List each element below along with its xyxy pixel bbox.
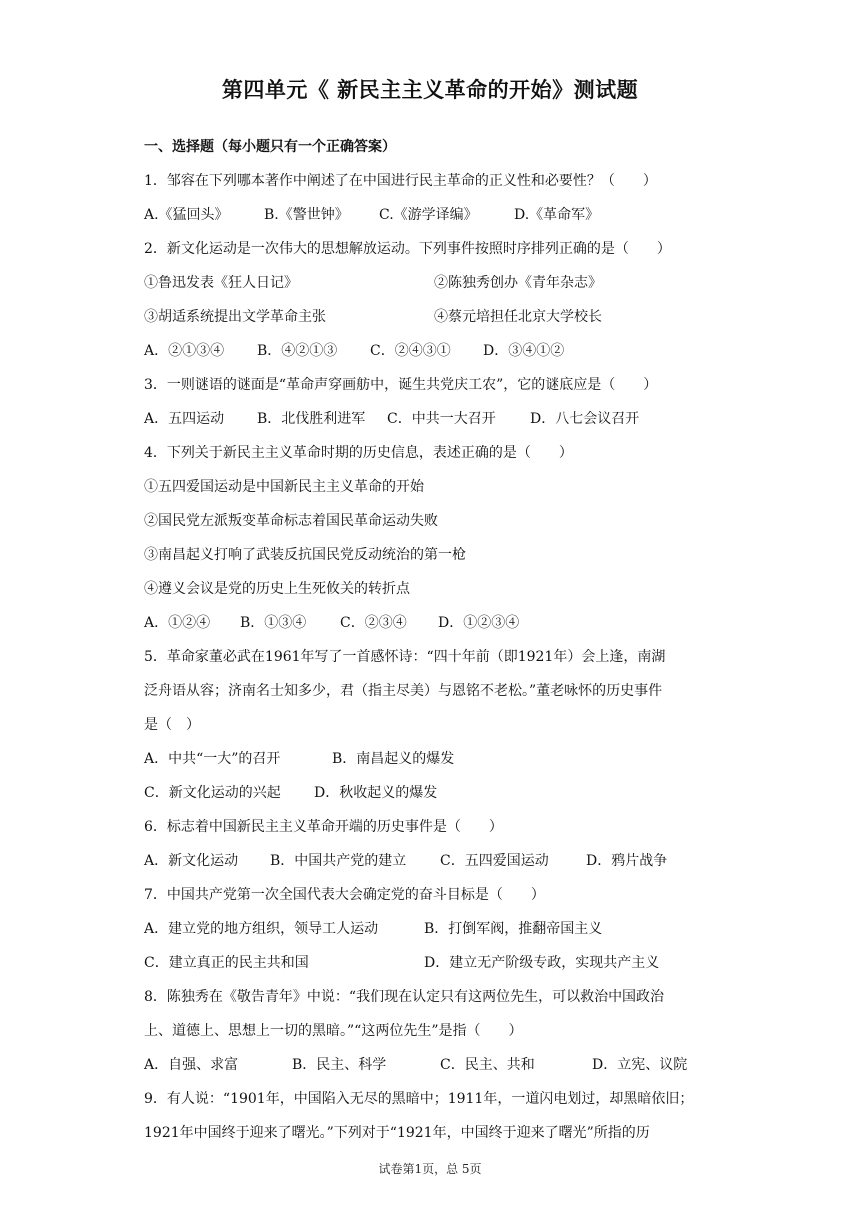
item-1: ①鲁迅发表《狂人日记》 — [144, 275, 298, 291]
option-b: B．民主、科学 — [292, 1057, 387, 1073]
question-7-options-row-2 — [144, 946, 724, 980]
question-1-stem: 1．邹容在下列哪本著作中阐述了在中国进行民主革命的正义性和必要性？（ ） — [144, 173, 657, 189]
question-4-item-4: ④遵义会议是党的历史上生死攸关的转折点 — [144, 581, 410, 597]
question-8-options — [144, 1048, 724, 1082]
question-3-options — [144, 402, 724, 436]
option-d: D．立宪、议院 — [592, 1057, 688, 1073]
question-5-options-row-1 — [144, 742, 724, 776]
question-4-item-2: ②国民党左派叛变革命标志着国民革命运动失败 — [144, 513, 438, 529]
question-8-stem-line-1: 8．陈独秀在《敬告青年》中说：“我们现在认定只有这两位先生，可以救治中国政治 — [144, 989, 665, 1005]
option-a: A.《猛回头》 — [144, 207, 229, 223]
option-a: A．①②④ — [144, 615, 211, 631]
option-a: A．新文化运动 — [144, 853, 239, 869]
question-2-options — [144, 334, 724, 368]
option-d: D．八七会议召开 — [530, 411, 640, 427]
question-9-stem-line-1: 9．有人说：“1901年，中国陷入无尽的黑暗中；1911年，一道闪电划过，却黑暗依旧； — [144, 1091, 694, 1107]
option-b: B．①③④ — [240, 615, 307, 631]
option-d: D．建立无产阶级专政，实现共产主义 — [424, 955, 660, 971]
option-b: B．打倒军阀，推翻帝国主义 — [424, 921, 603, 937]
question-1-options — [144, 198, 724, 232]
question-5-stem-line-3: 是（ ） — [144, 717, 200, 733]
question-4-item-3: ③南昌起义打响了武装反抗国民党反动统治的第一枪 — [144, 547, 466, 563]
exam-title: 第四单元《 新民主主义革命的开始》测试题 — [221, 78, 639, 102]
option-d: D.《革命军》 — [514, 207, 600, 223]
question-7-stem: 7．中国共产党第一次全国代表大会确定党的奋斗目标是（ ） — [144, 887, 545, 903]
question-7-options-row-1 — [144, 912, 724, 946]
option-b: B．南昌起义的爆发 — [332, 751, 455, 767]
option-a: A．建立党的地方组织，领导工人运动 — [144, 921, 379, 937]
option-a: A．②①③④ — [144, 343, 225, 359]
question-5-stem-line-2: 泛舟语从容；济南名士知多少，君（指主尽美）与恩铭不老松。”董老咏怀的历史事件 — [144, 683, 663, 699]
option-b: B．中国共产党的建立 — [270, 853, 407, 869]
option-c: C．②④③① — [370, 343, 451, 359]
question-6-options — [144, 844, 724, 878]
option-c: C．中共一大召开 — [387, 411, 496, 427]
page-footer: 试卷第1页，总 5页 — [378, 1162, 482, 1176]
question-2-stem: 2．新文化运动是一次伟大的思想解放运动。下列事件按照时序排列正确的是（ ） — [144, 241, 671, 257]
option-d: D．③④①② — [483, 343, 565, 359]
question-4-options — [144, 606, 724, 640]
option-d: D．秋收起义的爆发 — [314, 785, 438, 801]
item-3: ③胡适系统提出文学革命主张 — [144, 309, 326, 325]
option-c: C．五四爱国运动 — [440, 853, 549, 869]
question-2-items-row-1 — [144, 266, 724, 300]
question-8-stem-line-2: 上、道德上、思想上一切的黑暗。”“这两位先生”是指（ ） — [144, 1023, 523, 1039]
question-5-options-row-2 — [144, 776, 724, 810]
option-b: B．北伐胜利进军 — [257, 411, 366, 427]
question-list — [144, 130, 724, 1150]
option-b: B.《警世钟》 — [264, 207, 349, 223]
option-d: D．①②③④ — [438, 615, 520, 631]
option-a: A．五四运动 — [144, 411, 225, 427]
item-2: ②陈独秀创办《青年杂志》 — [434, 275, 602, 291]
option-c: C.《游学译编》 — [379, 207, 478, 223]
item-4: ④蔡元培担任北京大学校长 — [434, 309, 602, 325]
question-5-stem-line-1: 5．革命家董必武在1961年写了一首感怀诗：“四十年前（即1921年）会上逢，南湖 — [144, 649, 666, 665]
option-b: B．④②①③ — [257, 343, 338, 359]
option-c: C．建立真正的民主共和国 — [144, 955, 309, 971]
section-heading: 一、选择题（每小题只有一个正确答案） — [144, 139, 396, 155]
option-d: D．鸦片战争 — [586, 853, 668, 869]
option-c: C．新文化运动的兴起 — [144, 785, 281, 801]
question-6-stem: 6．标志着中国新民主主义革命开端的历史事件是（ ） — [144, 819, 503, 835]
option-a: A．自强、求富 — [144, 1057, 239, 1073]
question-3-stem: 3．一则谜语的谜面是“革命声穿画舫中，诞生共党庆工农”，它的谜底应是（ ） — [144, 377, 658, 393]
question-4-item-1: ①五四爱国运动是中国新民主主义革命的开始 — [144, 479, 424, 495]
option-c: C．民主、共和 — [440, 1057, 535, 1073]
option-c: C．②③④ — [340, 615, 407, 631]
question-9-stem-line-2: 1921年中国终于迎来了曙光。”下列对于“1921年，中国终于迎来了曙光”所指的历 — [144, 1125, 650, 1141]
question-2-items-row-2 — [144, 300, 724, 334]
question-4-stem: 4．下列关于新民主主义革命时期的历史信息，表述正确的是（ ） — [144, 445, 573, 461]
option-a: A．中共“一大”的召开 — [144, 751, 281, 767]
